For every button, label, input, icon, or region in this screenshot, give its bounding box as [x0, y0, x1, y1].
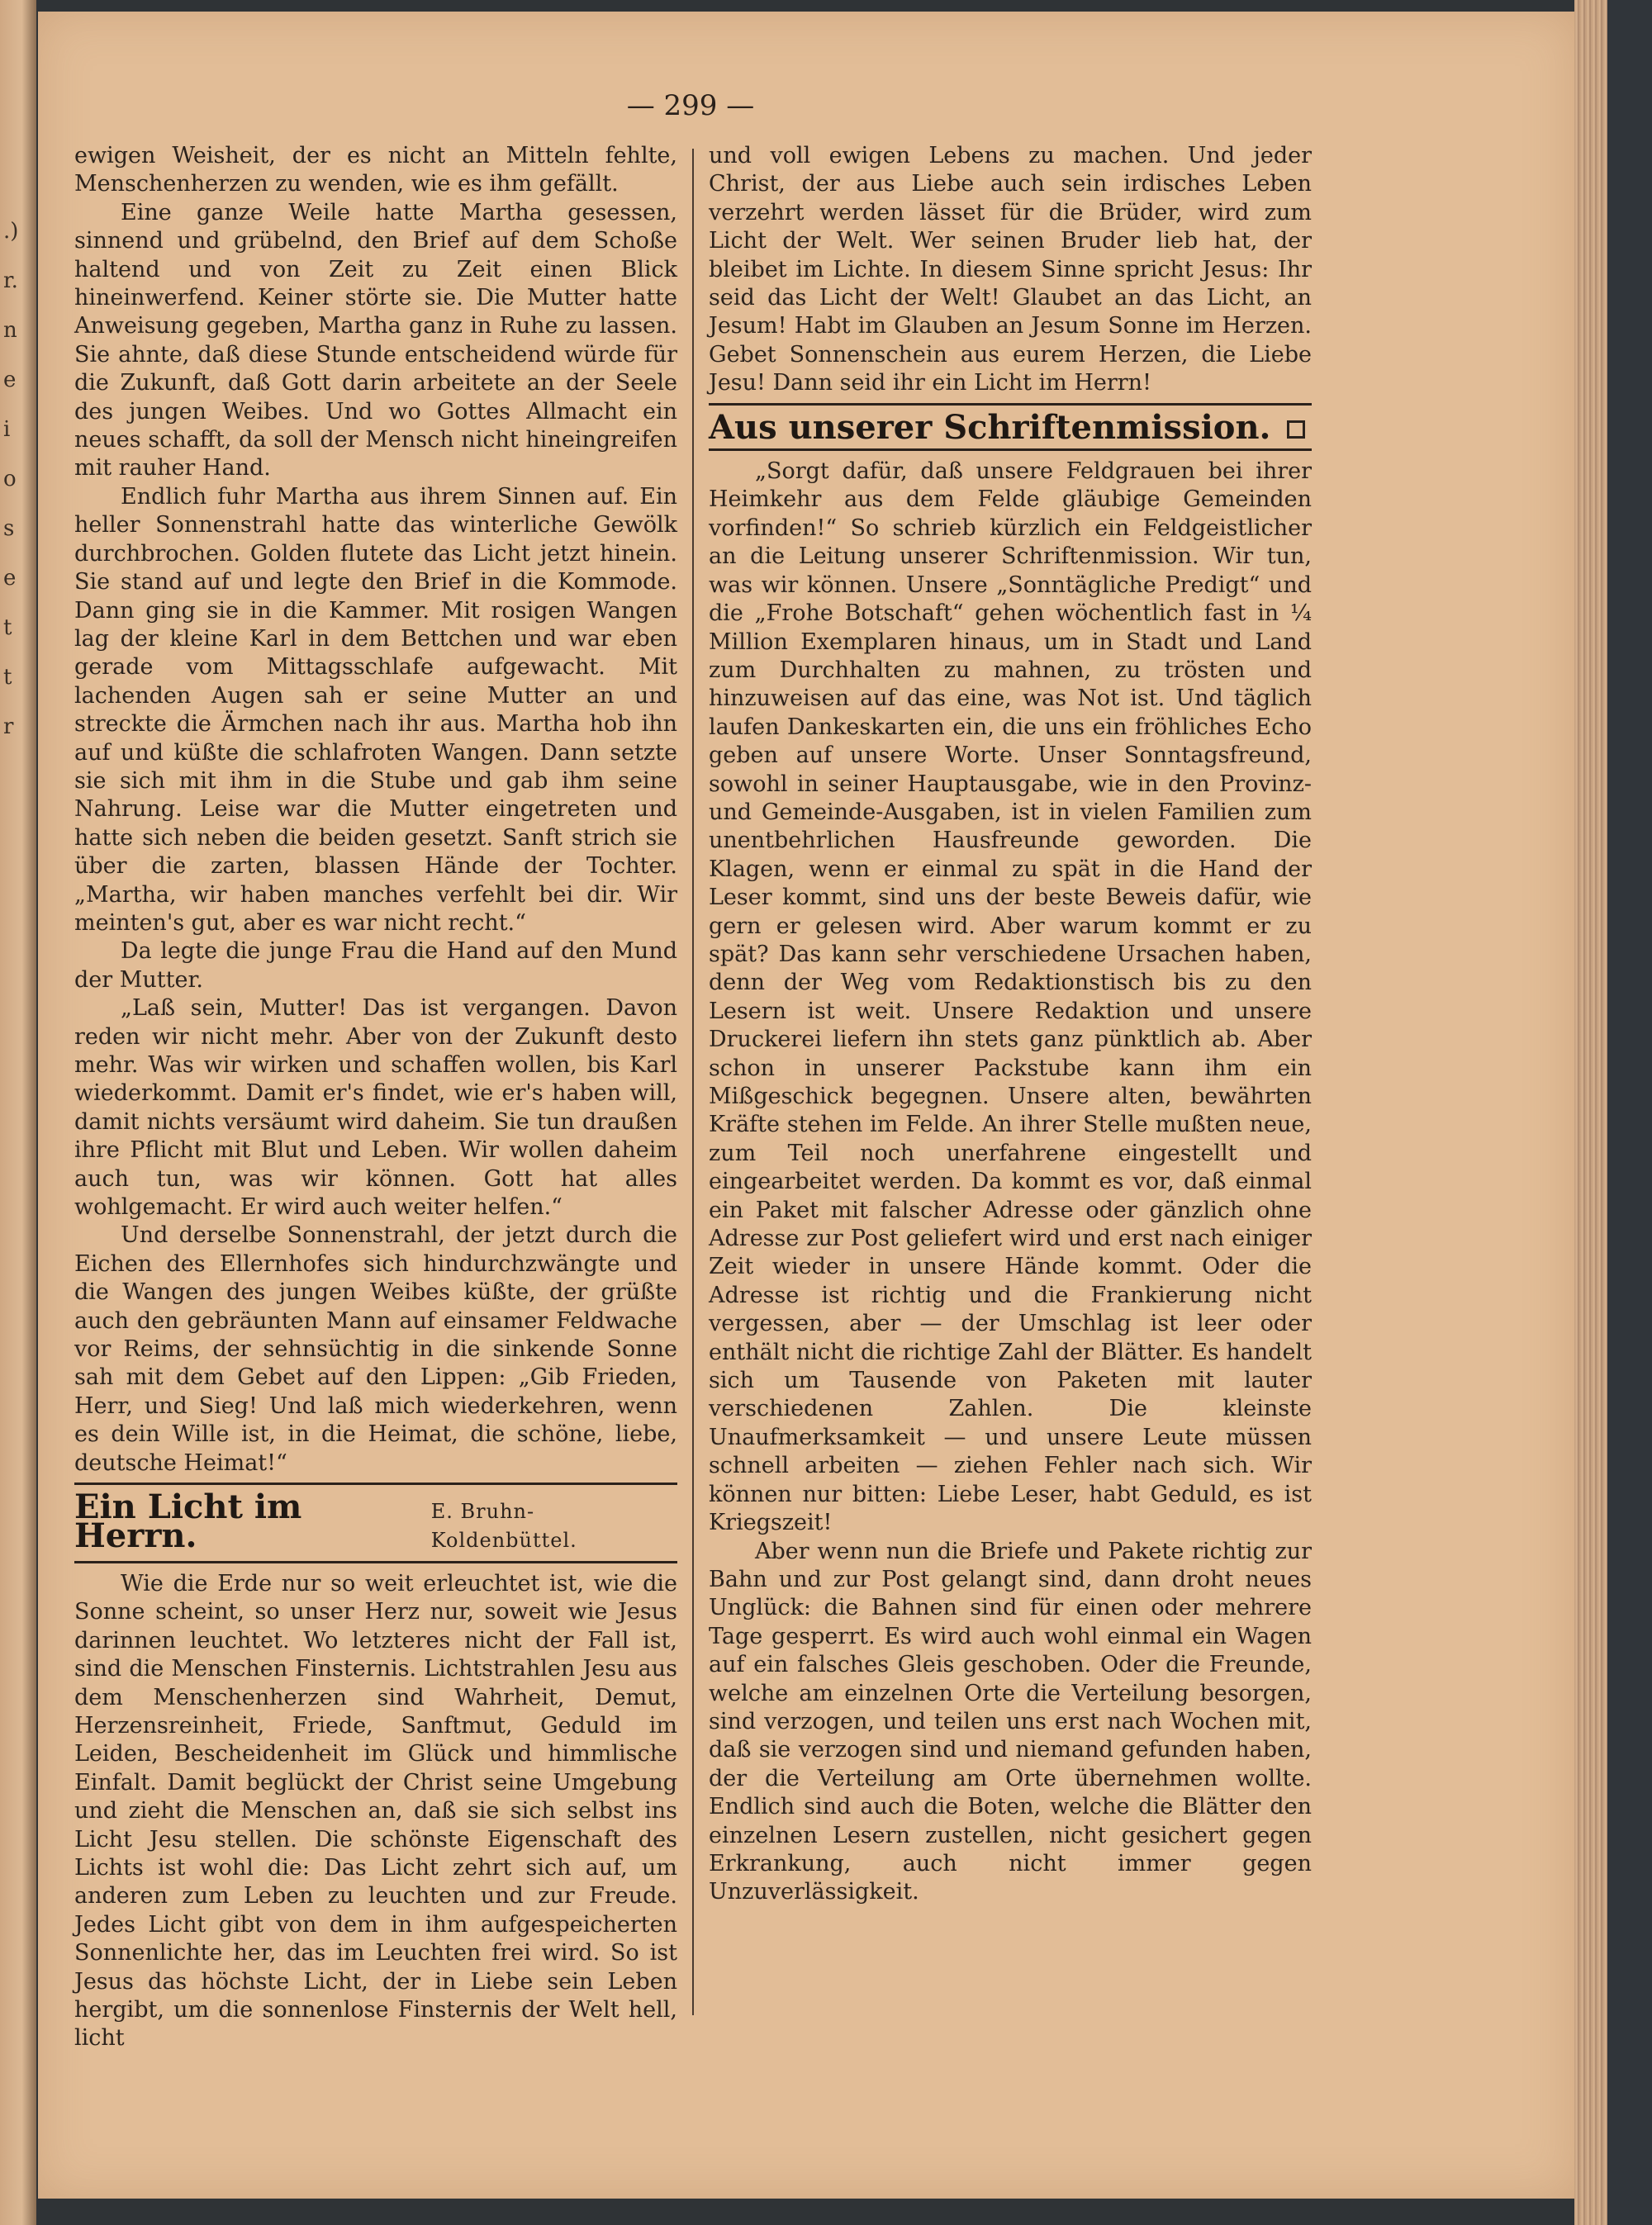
- page-stack-edge: [1574, 0, 1607, 2225]
- right-column: [709, 142, 1312, 1907]
- paragraph: „Sorgt dafür, daß unsere Feldgrauen bei ihrer Heimkehr aus dem Felde gläubige Gemeinden vorfinden!“ So schrieb kürzlich ein Feldgeistlicher an die Leitung unserer Schriftenmission. Wir tun, was wir können. Unsere „Sonntägliche Predigt“ und die „Frohe Botschaft“ gehen wöchentlich fast in ¼ Million Exemplaren hinaus, um in Stadt und Land zum Durchhalten zu mahnen, zu trösten und hinzuweisen auf das eine, was Not ist. Und täglich laufen Dankeskarten ein, die uns ein fröhliches Echo geben auf unsere Worte. Unser Sonntagsfreund, sowohl in seiner Hauptausgabe, wie in den Provinz- und Gemeinde-Ausgaben, ist in vielen Familien zum unentbehrlichen Hausfreunde geworden. Die Klagen, wenn er einmal zu spät in die Hand der Leser kommt, sind uns der beste Beweis dafür, wie gern er gelesen wird. Aber warum kommt er zu spät? Das kann sehr verschiedene Ursachen haben, denn der Weg vom Redaktionstisch bis zu den Lesern ist weit. Unsere Redaktion und unsere Druckerei liefern ihn stets ganz pünktlich ab. Aber schon in unserer Packstube kann ihm ein Mißgeschick begegnen. Unsere alten, bewährten Kräfte stehen im Felde. An ihrer Stelle mußten neue, zum Teil noch unerfahrene eingestellt und eingearbeitet werden. Da kommt es vor, daß einmal ein Paket mit falscher Adresse oder gänzlich ohne Adresse zur Post geliefert wird und erst nach einiger Zeit wieder in unsere Hände kommt. Oder die Adresse ist richtig und die Frankierung nicht vergessen, aber — der Umschlag ist leer oder enthält nicht die richtige Zahl der Blätter. Es handelt sich um Tausende von Paketen mit lauter verschiedenen Zahlen. Die kleinste Unaufmerksamkeit — und unsere Leute müssen schnell arbeiten — ziehen Fehler nach sich. Wir können nur bitten: Liebe Leser, habt Geduld, es ist Kriegszeit!: [709, 458, 1312, 1536]
- square-ornament-icon: [1287, 420, 1305, 439]
- paragraph: Da legte die junge Frau die Hand auf den Mund der Mutter.: [74, 938, 677, 993]
- margin-char: n: [3, 318, 17, 343]
- margin-char: e: [3, 368, 17, 392]
- margin-char: s: [3, 516, 15, 541]
- paragraph: ewigen Weisheit, der es nicht an Mitteln fehlte, Menschenherzen zu wenden, wie es ihm gefällt.: [74, 143, 677, 197]
- margin-char: i: [3, 417, 11, 442]
- paragraph: Aber wenn nun die Briefe und Pakete richtig zur Bahn und zur Post gelangt sind, dann droht neues Unglück: die Bahnen sind für einen oder mehrere Tage gesperrt. Es wird auch wohl einmal ein Wagen auf ein falsches Gleis geschoben. Oder die Freunde, welche am einzelnen Orte die Verteilung besorgen, sind verzogen, und teilen uns erst nach Wochen mit, daß sie verzogen sind und niemand gefunden haben, der die Verteilung am Orte übernehmen wollte. Endlich sind auch die Boten, welche die Blätter den einzelnen Lesern zustellen, nicht gesichert gegen Erkrankung, auch nicht immer gegen Unzuverlässigkeit.: [709, 1538, 1312, 1905]
- article-title: Aus unserer Schriftenmission.: [709, 407, 1271, 447]
- paragraph: Endlich fuhr Martha aus ihrem Sinnen auf. Ein heller Sonnenstrahl hatte das winterliche Gewölk durchbrochen. Golden flutete das Licht jetzt hinein. Sie stand auf und legte den Brief in die Kommode. Dann ging sie in die Kammer. Mit rosigen Wangen lag der kleine Karl in dem Bettchen und war eben gerade vom Mittagsschlafe aufgewacht. Mit lachenden Augen sah er seine Mutter an und streckte die Ärmchen nach ihr aus. Martha hob ihn auf und küßte die schlafroten Wangen. Dann setzte sie sich mit ihm in die Stube und gab ihm seine Nahrung. Leise war die Mutter eingetreten und hatte sich neben die beiden gesetzt. Sanft strich sie über die zarten, blassen Hände der Tochter. „Martha, wir haben manches verfehlt bei dir. Wir meinten's gut, aber es war nicht recht.“: [74, 483, 677, 936]
- margin-char: .): [3, 219, 19, 244]
- rule: [709, 448, 1312, 451]
- margin-char: o: [3, 467, 17, 491]
- margin-char: t: [3, 615, 12, 640]
- column-divider: [692, 149, 694, 2015]
- rule: [74, 1561, 677, 1563]
- rule: [709, 403, 1312, 406]
- paragraph: Wie die Erde nur so weit erleuchtet ist, wie die Sonne scheint, so unser Herz nur, soweit wie Jesus darinnen leuchtet. Wo letzteres nicht der Fall ist, sind die Menschen Finsternis. Lichtstrahlen Jesu aus dem Menschenherzen sind Wahrheit, Demut, Herzensreinheit, Friede, Sanftmut, Geduld im Leiden, Bescheidenheit im Glück und himmlische Einfalt. Damit beglückt der Christ seine Umgebung und zieht die Menschen an, daß sie sich selbst ins Licht Jesu stellen. Die schönste Eigenschaft des Lichts ist wohl die: Das Licht zehrt sich auf, um anderen zum Leben zu leuchten und zur Freude. Jedes Licht gibt von dem in ihm aufgespeicherten Sonnenlichte her, das im Leuchten frei wird. So ist Jesus das höchste Licht, der in Liebe sein Leben hergibt, um die sonnenlose Finsternis der Welt hell, licht: [74, 1570, 677, 2052]
- margin-char: t: [3, 665, 12, 690]
- margin-char: e: [3, 566, 17, 591]
- book-spine: [1607, 0, 1652, 2225]
- paragraph: „Laß sein, Mutter! Das ist vergangen. Davon reden wir nicht mehr. Aber von der Zukunft desto mehr. Was wir wirken und schaffen wollen, bis Karl wiederkommt. Damit er's findet, wie er's haben will, damit nichts versäumt wird daheim. Sie tun draußen ihre Pflicht mit Blut und Leben. Wir wollen daheim auch tun, was wir können. Gott hat alles wohlgemacht. Er wird auch weiter helfen.“: [74, 995, 677, 1221]
- article-heading: [709, 403, 1312, 451]
- page-number: — 299 —: [626, 89, 755, 122]
- adjacent-page-margin-text: [3, 206, 28, 752]
- margin-char: r: [3, 714, 14, 739]
- paragraph: Eine ganze Weile hatte Martha gesessen, sinnend und grübelnd, den Brief auf dem Schoße haltend und von Zeit zu Zeit einen Blick hineinwerfend. Keiner störte sie. Die Mutter hatte Anweisung gegeben, Martha ganz in Ruhe zu lassen. Sie ahnte, daß diese Stunde entscheidend würde für die Zukunft, daß Gott darin arbeitete an der Seele des jungen Weibes. Und wo Gottes Allmacht ein neues schafft, da soll der Mensch nicht hineingreifen mit rauher Hand.: [74, 199, 677, 482]
- adjacent-page-edge: [0, 0, 36, 2225]
- paragraph: Und derselbe Sonnenstrahl, der jetzt durch die Eichen des Ellernhofes sich hindurchzwängte und die Wangen des jungen Weibes küßte, der grüßte auch den gebräunten Mann auf einsamer Feldwache vor Reims, der sehnsüchtig in die sinkende Sonne sah mit dem Gebet auf den Lippen: „Gib Frieden, Herr, und Sieg! Und laß mich wiederkehren, wenn es dein Wille ist, in die Heimat, die schöne, liebe, deutsche Heimat!“: [74, 1222, 677, 1476]
- left-column: [74, 142, 677, 2053]
- paragraph: und voll ewigen Lebens zu machen. Und jeder Christ, der aus Liebe auch sein irdisches Leben verzehrt werden lässet für die Brüder, wird zum Licht der Welt. Wer seinen Bruder lieb hat, der bleibet im Lichte. In diesem Sinne spricht Jesus: Ihr seid das Licht der Welt! Glaubet an das Licht, an Jesum! Habt im Glauben an Jesum Sonne im Herzen. Gebet Sonnenschein aus eurem Herzen, die Liebe Jesu! Dann seid ihr ein Licht im Herrn!: [709, 143, 1312, 396]
- article-heading: [74, 1483, 677, 1563]
- rule: [74, 1483, 677, 1485]
- article-title: Ein Licht im Herrn.: [74, 1487, 302, 1555]
- margin-char: r.: [3, 268, 18, 293]
- article-author: E. Bruhn-Koldenbüttel.: [430, 1500, 577, 1552]
